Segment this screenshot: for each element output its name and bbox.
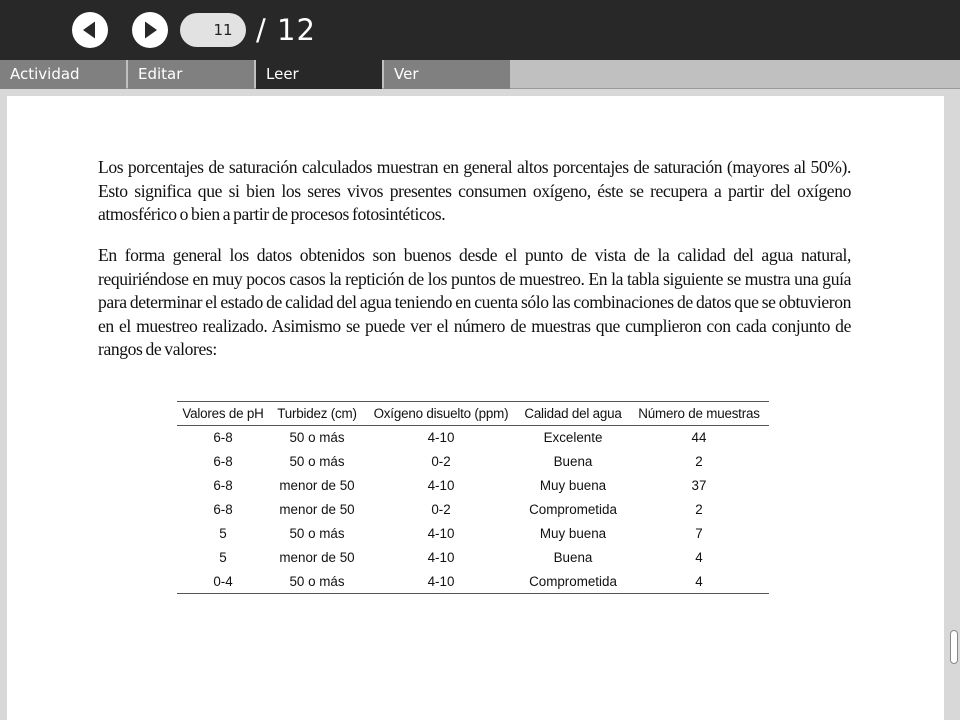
table-cell: 5 bbox=[219, 550, 227, 565]
table-cell: Excelente bbox=[543, 430, 603, 446]
table-cell: 50 o más bbox=[269, 570, 365, 594]
table-cell: 4-10 bbox=[427, 478, 455, 493]
tab-actividad[interactable]: Actividad bbox=[0, 60, 126, 89]
water-quality-table bbox=[177, 401, 769, 594]
table-header-row bbox=[177, 402, 769, 426]
table-row bbox=[177, 570, 769, 594]
document-viewer[interactable] bbox=[0, 90, 960, 720]
scrollbar-thumb[interactable] bbox=[950, 630, 958, 664]
table-cell: 2 bbox=[695, 502, 703, 517]
column-header-oxygen: Oxígeno disuelto (ppm) bbox=[365, 402, 517, 426]
table-cell: 50 o más bbox=[289, 430, 345, 446]
table-cell: 6-8 bbox=[213, 502, 233, 517]
table-cell: menor de 50 bbox=[279, 502, 355, 517]
vertical-scrollbar[interactable] bbox=[946, 90, 960, 720]
table-row bbox=[177, 474, 769, 498]
document-page bbox=[7, 96, 944, 720]
table-cell: 44 bbox=[691, 430, 707, 446]
table-cell: Muy buena bbox=[539, 478, 607, 493]
paragraph-saturation: Los porcentajes de saturación calculados muestran en general altos porcentajes de saturación (mayores al 50%). Esto significa que si bien los seres vivos presentes consumen oxígeno, éste se recupera a partir del oxígeno atmosférico o bien a partir de procesos fotosintéticos. bbox=[98, 157, 851, 224]
previous-page-button[interactable] bbox=[72, 12, 108, 48]
column-header-turbidity: Turbidez (cm) bbox=[269, 402, 365, 426]
table-cell: Muy buena bbox=[539, 526, 607, 541]
table-row bbox=[177, 498, 769, 522]
table-cell: 37 bbox=[691, 478, 707, 493]
table-cell: 0-2 bbox=[431, 502, 451, 517]
next-page-button[interactable] bbox=[132, 12, 168, 48]
table-cell: 6-8 bbox=[213, 454, 233, 469]
table-cell: 0-2 bbox=[431, 454, 451, 469]
arrow-left-icon bbox=[72, 12, 108, 48]
tab-leer[interactable]: Leer bbox=[256, 60, 382, 89]
tab-ver[interactable]: Ver bbox=[384, 60, 510, 89]
table-row bbox=[177, 522, 769, 546]
table-cell: 5 bbox=[219, 526, 227, 541]
arrow-right-icon bbox=[132, 12, 168, 48]
table-cell: Buena bbox=[553, 550, 593, 565]
table-row bbox=[177, 450, 769, 474]
table-cell: Comprometida bbox=[517, 570, 629, 594]
column-header-ph: Valores de pH bbox=[177, 402, 269, 426]
tab-bar bbox=[0, 60, 960, 89]
table-cell: 6-8 bbox=[213, 478, 233, 493]
column-header-samples: Número de muestras bbox=[629, 402, 769, 426]
paragraph-water-quality: En forma general los datos obtenidos son buenos desde el punto de vista de la calidad del agua natural, requiriéndose en muy pocos casos la reptición de los puntos de muestreo. En la tabla siguiente se mustra una guía para determinar el estado de calidad del agua teniendo en cuenta sólo las combinaciones de datos que se obtuvieron en el muestreo realizado. Asimismo se puede ver el número de muestras que cumplieron con cada conjunto de rangos de valores: bbox=[98, 245, 851, 359]
table-cell: 7 bbox=[695, 526, 703, 541]
table-cell: 4-10 bbox=[427, 550, 455, 565]
table-row bbox=[177, 546, 769, 570]
tab-editar[interactable]: Editar bbox=[128, 60, 254, 89]
page-total-label: / 12 bbox=[256, 13, 316, 47]
column-header-quality: Calidad del agua bbox=[517, 402, 629, 426]
table-cell: menor de 50 bbox=[279, 478, 355, 493]
table-cell: 50 o más bbox=[289, 526, 345, 541]
table-cell: 4-10 bbox=[427, 526, 455, 541]
table-row bbox=[177, 426, 769, 450]
table-cell: menor de 50 bbox=[279, 550, 355, 565]
table-cell: Comprometida bbox=[529, 502, 617, 517]
table-cell: 4-10 bbox=[427, 430, 455, 446]
table-cell: 4 bbox=[629, 570, 769, 594]
table-cell: 2 bbox=[695, 454, 703, 469]
top-toolbar bbox=[0, 0, 960, 60]
page-number-input[interactable] bbox=[180, 13, 246, 47]
table-cell: 6-8 bbox=[213, 430, 233, 446]
table-cell: 50 o más bbox=[289, 454, 345, 469]
table-cell: 4 bbox=[695, 550, 703, 565]
table-cell: Buena bbox=[553, 454, 593, 469]
table-cell: 4-10 bbox=[365, 570, 517, 594]
table-cell: 0-4 bbox=[177, 570, 269, 594]
